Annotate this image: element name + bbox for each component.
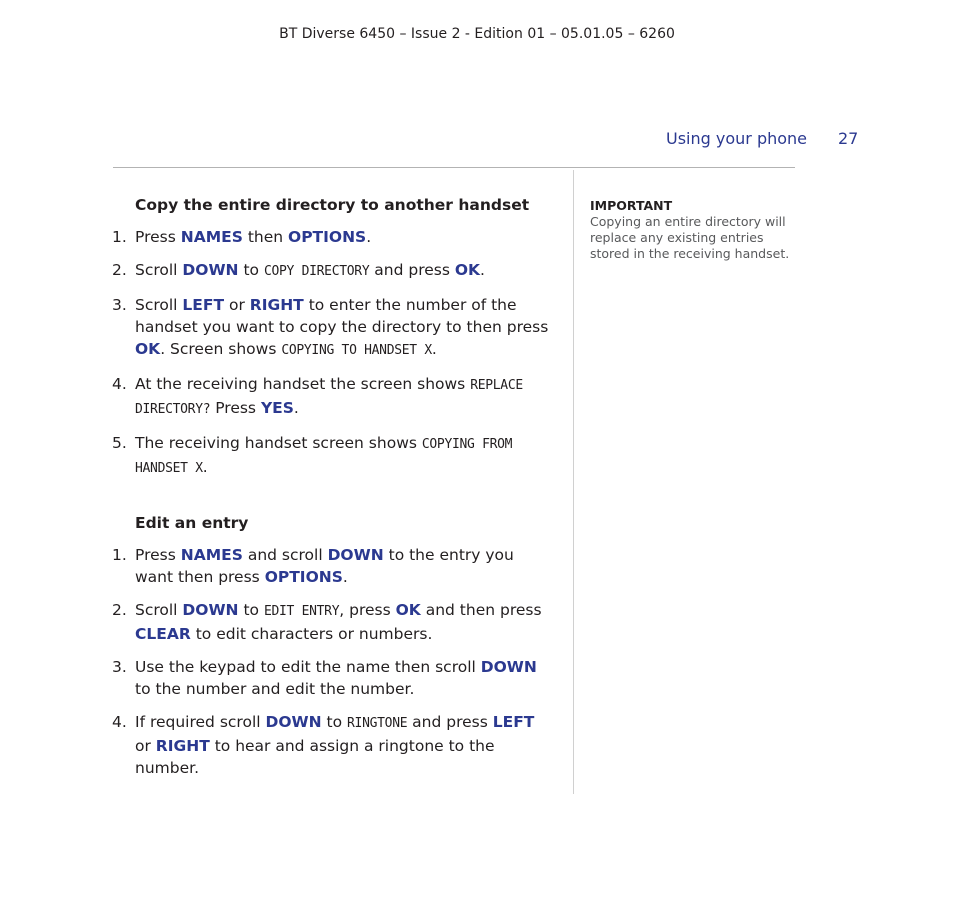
left-key: LEFT bbox=[182, 296, 225, 314]
down-key: DOWN bbox=[182, 261, 239, 279]
right-key: RIGHT bbox=[249, 296, 304, 314]
down-key: DOWN bbox=[182, 601, 239, 619]
lcd-text: EDIT ENTRY bbox=[263, 604, 340, 619]
copy-directory-heading: Copy the entire directory to another handset bbox=[135, 196, 530, 214]
lcd-text: COPY DIRECTORY bbox=[263, 264, 370, 279]
list-item: 2. Scroll DOWN to COPY DIRECTORY and press OK. bbox=[112, 261, 485, 279]
list-item: 3. Use the keypad to edit the name then scroll DOWN to the number and edit the number. bbox=[112, 658, 537, 698]
down-key: DOWN bbox=[480, 658, 537, 676]
names-key: NAMES bbox=[180, 228, 243, 246]
important-note bbox=[590, 198, 800, 262]
options-key: OPTIONS bbox=[264, 568, 343, 586]
options-key: OPTIONS bbox=[288, 228, 367, 246]
names-key: NAMES bbox=[180, 546, 243, 564]
lcd-text: COPYING TO HANDSET X bbox=[281, 343, 432, 358]
down-key: DOWN bbox=[327, 546, 384, 564]
lcd-text: RINGTONE bbox=[347, 716, 408, 731]
list-item: 4. At the receiving handset the screen shows REPLACE DIRECTORY? Press YES. bbox=[112, 375, 523, 417]
edit-entry-heading: Edit an entry bbox=[135, 514, 249, 532]
list-item: 5. The receiving handset screen shows COPYING FROM HANDSET X. bbox=[112, 434, 513, 476]
header-rule bbox=[113, 167, 795, 168]
clear-key: CLEAR bbox=[135, 625, 191, 643]
copy-directory-steps bbox=[112, 226, 552, 480]
ok-key: OK bbox=[454, 261, 481, 279]
edit-entry-steps bbox=[112, 544, 552, 779]
down-key: DOWN bbox=[265, 713, 322, 731]
list-item: 1. Press NAMES then OPTIONS. bbox=[112, 228, 372, 246]
ok-key: OK bbox=[395, 601, 421, 619]
important-title: IMPORTANT bbox=[590, 198, 673, 213]
important-text: Copying an entire directory will replace any existing entries stored in the receiving handset. bbox=[590, 214, 790, 261]
main-column bbox=[112, 194, 552, 790]
list-item: 2. Scroll DOWN to EDIT ENTRY, press OK and then press CLEAR to edit characters or numbers. bbox=[112, 601, 542, 643]
section-title: Using your phone bbox=[666, 129, 808, 148]
lcd-text: COPYING FROM HANDSET X bbox=[135, 437, 513, 476]
running-header: BT Diverse 6450 – Issue 2 - Edition 01 – 05.01.05 – 6260 bbox=[279, 26, 675, 42]
list-item: 4. If required scroll DOWN to RINGTONE and press LEFT or RIGHT to hear and assign a ringtone to the number. bbox=[112, 713, 535, 777]
right-key: RIGHT bbox=[155, 737, 210, 755]
list-item: 1. Press NAMES and scroll DOWN to the entry you want then press OPTIONS. bbox=[112, 546, 514, 586]
page-number: 27 bbox=[838, 129, 859, 148]
list-item: 3. Scroll LEFT or RIGHT to enter the number of the handset you want to copy the directory to then press OK. Screen shows COPYING TO HANDSET X. bbox=[112, 296, 549, 358]
ok-key: OK bbox=[135, 340, 161, 358]
left-key: LEFT bbox=[492, 713, 535, 731]
lcd-text: REPLACE DIRECTORY? bbox=[135, 378, 523, 417]
column-divider bbox=[573, 170, 574, 794]
yes-key: YES bbox=[260, 399, 294, 417]
